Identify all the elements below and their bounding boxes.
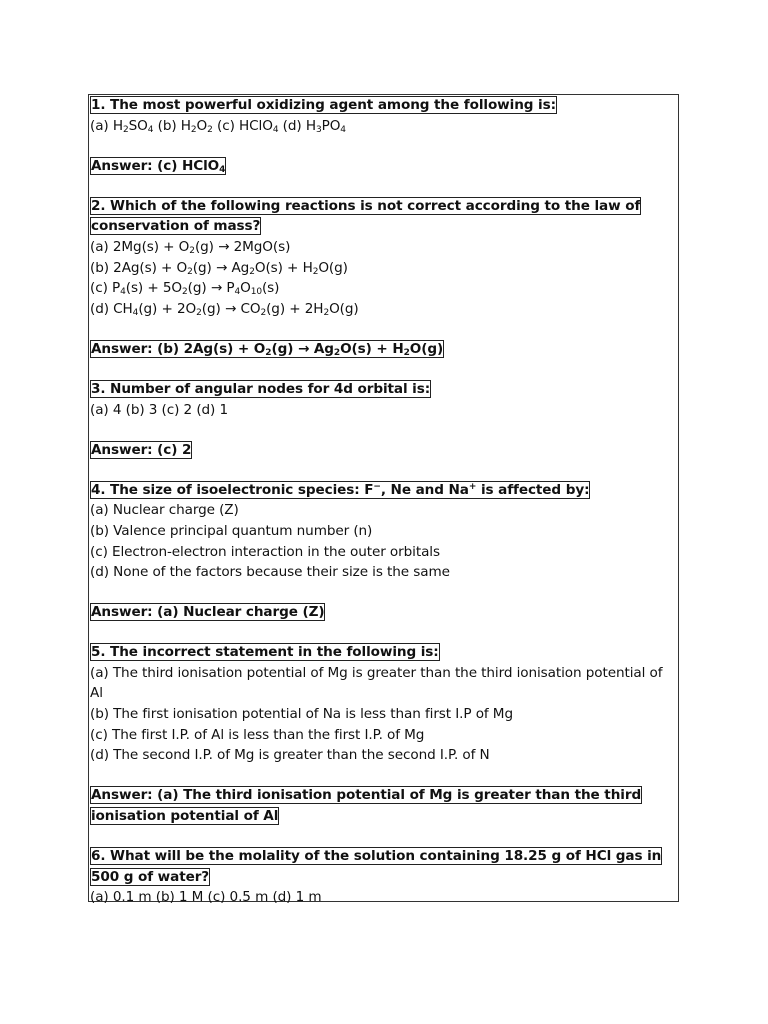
option-text: (d) None of the factors because their size is the same	[90, 564, 450, 581]
answer-text: Answer: (b) $2Ag(s) + O_2(g) \to Ag_2O(s) + H_2O(g)$	[91, 340, 444, 358]
option-text: (b) Valence principal quantum number (n)	[90, 522, 373, 539]
answer-text: Answer: (c) 2	[91, 441, 192, 458]
question-text: 4. The size of isoelectronic species: F−, Ne and Na+ is affected by:	[91, 481, 590, 498]
option-text: (c) Electron-electron interaction in the outer orbitals	[90, 543, 440, 560]
option-text: (b) $2Ag(s) + O_2(g) \to Ag_2O(s) + H_2O(g)$	[90, 259, 348, 277]
option-text: (d) $CH_4(g) + 2O_2(g) \to CO_2(g) + 2H_2O(g)$	[90, 300, 359, 318]
answer-text: Answer: (a) The third ionisation potential of Mg is greater than the third ionisation potential of Al	[91, 787, 642, 824]
option-text: (a) Nuclear charge (Z)	[90, 502, 239, 519]
option-text: (a) 0.1 m (b) 1 M (c) 0.5 m (d) 1 m	[90, 889, 322, 906]
question-text: 1. The most powerful oxidizing agent among the following is:	[91, 97, 556, 113]
option-text: (a) $H_2SO_4$ (b) $H_2O_2$ (c) HClO$_4$ (d) $H_3PO_4$	[90, 117, 346, 135]
option-text: (c) The first I.P. of Al is less than the first I.P. of Mg	[90, 726, 425, 743]
question-text: 6. What will be the molality of the solution containing 18.25 g of HCl gas in 500 g of water?	[91, 848, 662, 885]
option-text: (a) 4 (b) 3 (c) 2 (d) 1	[90, 401, 229, 418]
answer-text: Answer: (a) Nuclear charge (Z)	[91, 604, 325, 621]
option-text: (b) The first ionisation potential of Na is less than first I.P of Mg	[90, 706, 513, 723]
option-text: (a) The third ionisation potential of Mg is greater than the third ionisation potential of Al	[90, 664, 663, 702]
question-text: 5. The incorrect statement in the following is:	[91, 644, 439, 661]
option-text: (a) $2Mg(s) + O_2(g) \to 2MgO(s)$	[90, 238, 291, 256]
option-text: (c) $P_4(s) + 5O_2(g) \to P_4O_{10}(s)$	[90, 280, 280, 298]
answer-text: Answer: (c) HClO$_4$	[91, 157, 226, 175]
question-text: 2. Which of the following reactions is not correct according to the law of conservation of mass?	[91, 197, 641, 235]
question-text: 3. Number of angular nodes for 4d orbital is:	[91, 380, 431, 397]
document-content	[90, 95, 675, 908]
option-text: (d) The second I.P. of Mg is greater than the second I.P. of N	[90, 747, 490, 764]
